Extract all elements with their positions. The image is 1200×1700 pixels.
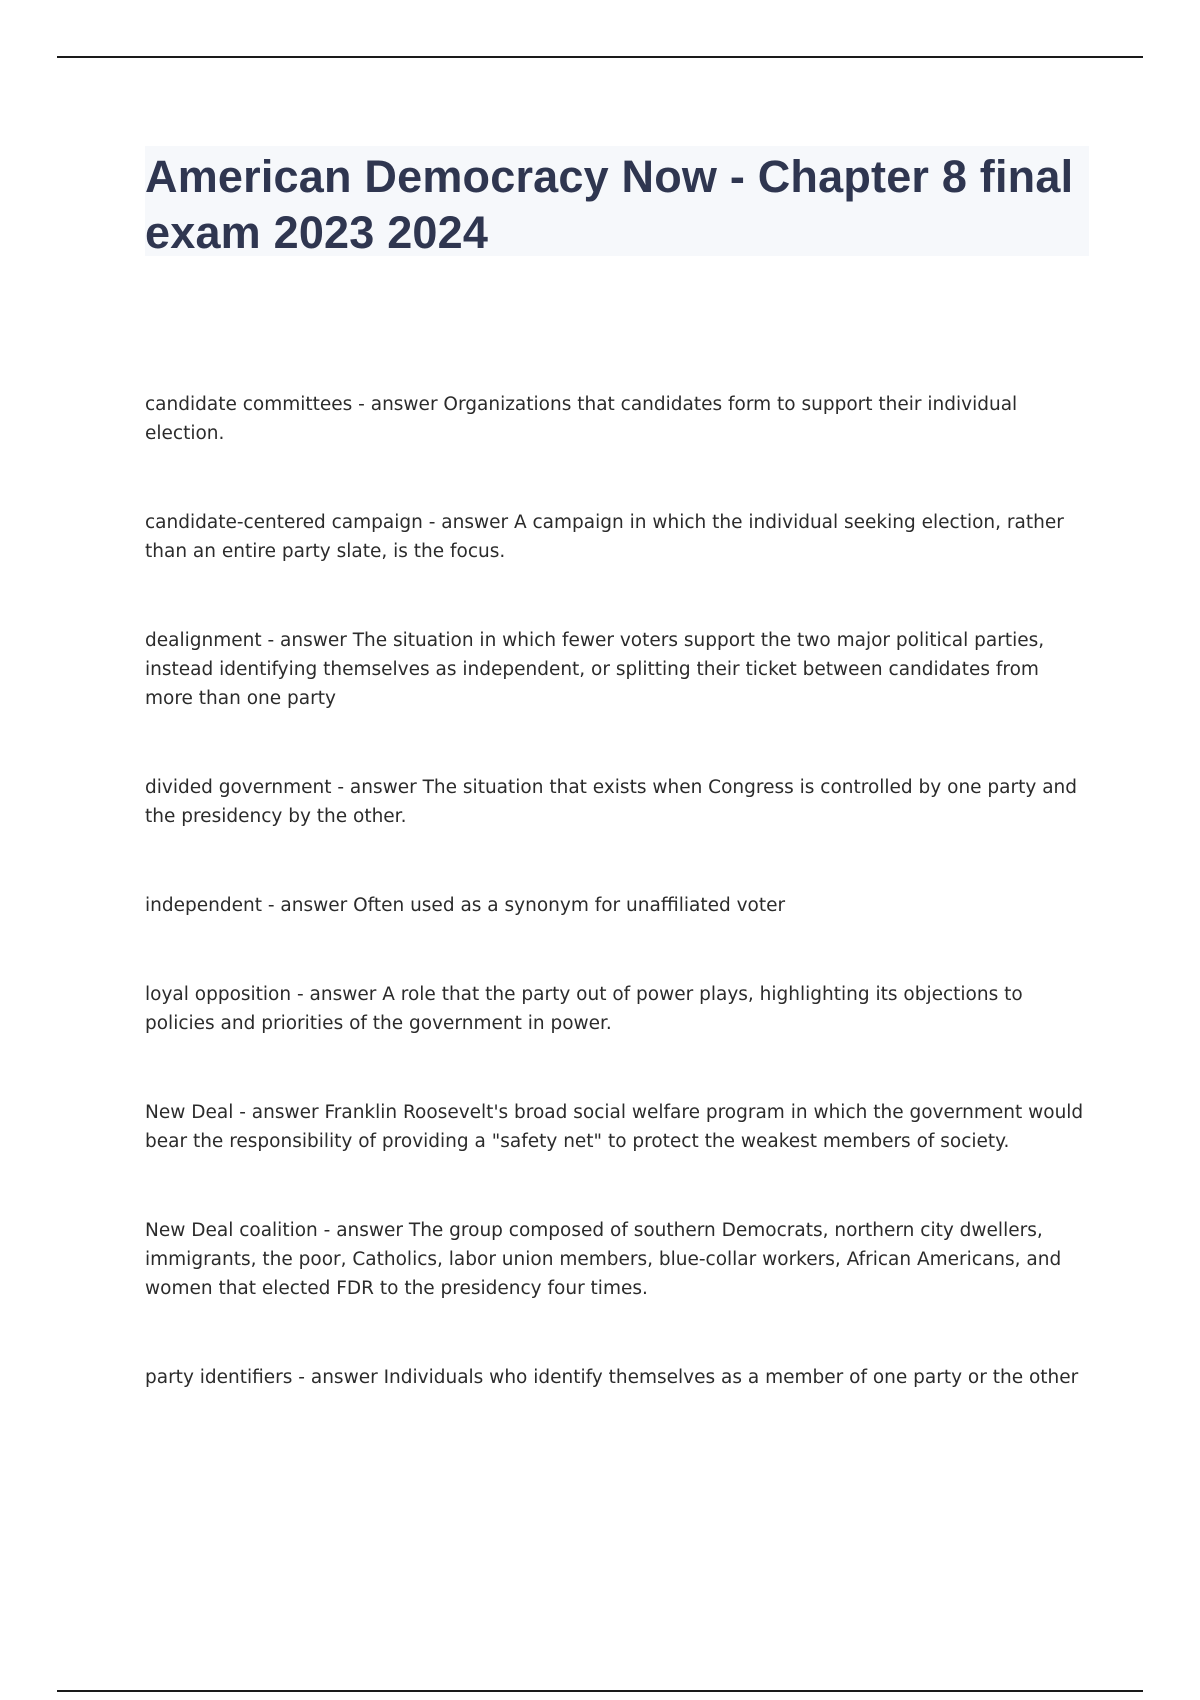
entry-new-deal-coalition: New Deal coalition - answer The group composed of southern Democrats, northern city dwellers, immigrants, the poor, Catholics, labor union members, blue-collar workers, African Americans, and women that elected FDR to the presidency four times. [145, 1220, 1062, 1299]
entry-candidate-committees: candidate committees - answer Organizations that candidates form to support their individual election. [145, 394, 1018, 444]
entry-list [145, 390, 1090, 1452]
document-title: American Democracy Now - Chapter 8 final exam 2023 2024 [145, 151, 1074, 258]
bottom-rule [57, 1690, 1143, 1692]
entry-dealignment: dealignment - answer The situation in which fewer voters support the two major political parties, instead identifying themselves as independent, or splitting their ticket between candidates from more than one party [145, 630, 1045, 709]
entry-candidate-centered-campaign: candidate-centered campaign - answer A campaign in which the individual seeking election, rather than an entire party slate, is the focus. [145, 512, 1064, 562]
top-rule [57, 56, 1143, 58]
entry-party-identifiers: party identifiers - answer Individuals who identify themselves as a member of one party or the other [145, 1367, 1079, 1388]
title-block [145, 146, 1089, 256]
entry-new-deal: New Deal - answer Franklin Roosevelt's broad social welfare program in which the government would bear the responsibility of providing a "safety net" to protect the weakest members of society. [145, 1102, 1084, 1152]
entry-loyal-opposition: loyal opposition - answer A role that the party out of power plays, highlighting its objections to policies and priorities of the government in power. [145, 984, 1023, 1034]
entry-independent: independent - answer Often used as a synonym for unaffiliated voter [145, 895, 786, 916]
entry-divided-government: divided government - answer The situation that exists when Congress is controlled by one party and the presidency by the other. [145, 777, 1078, 827]
